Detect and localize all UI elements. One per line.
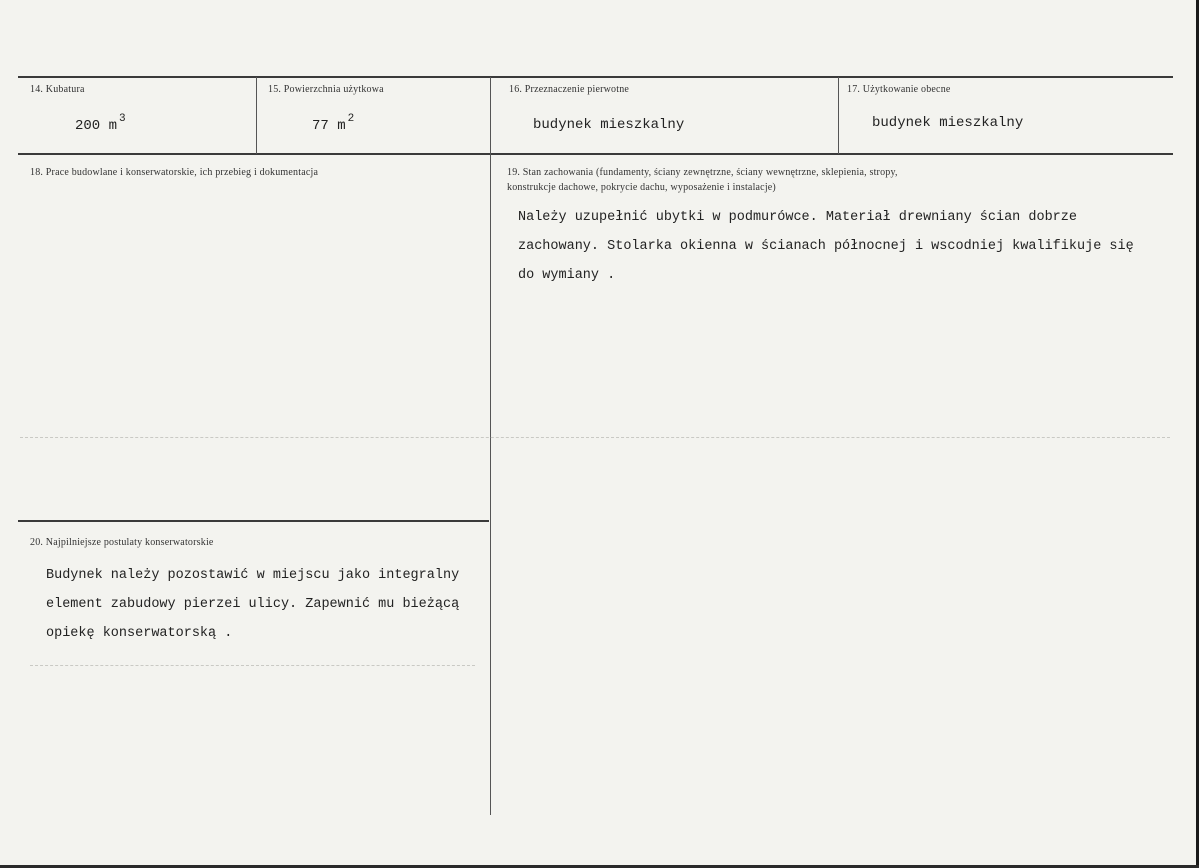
field-18-label: 18. Prace budowlane i konserwatorskie, ich przebieg i dokumentacja bbox=[30, 167, 319, 178]
show-through-line bbox=[30, 665, 475, 666]
field-14-value: 200 m $^3$ bbox=[75, 113, 126, 134]
field-17-label: 17. Użytkowanie obecne bbox=[847, 84, 951, 95]
row-rule bbox=[18, 153, 1173, 155]
top-rule bbox=[18, 76, 1173, 78]
field-20-line: opiekę konserwatorską . bbox=[46, 626, 233, 641]
field-15-label: 15. Powierzchnia użytkowa bbox=[268, 84, 384, 95]
field-19-line: zachowany. Stolarka okienna w ścianach północnej i wscodniej kwalifikuje się bbox=[518, 239, 1134, 254]
field-14-label: 14. Kubatura bbox=[30, 84, 85, 95]
field-19-line: Należy uzupełnić ubytki w podmurówce. Materiał drewniany ścian dobrze bbox=[518, 210, 1077, 225]
show-through-line bbox=[20, 437, 1170, 438]
divider-16-17 bbox=[838, 77, 839, 154]
field-19-label-line2: konstrukcje dachowe, pokrycie dachu, wyposażenie i instalacje) bbox=[507, 182, 776, 193]
field-16-label: 16. Przeznaczenie pierwotne bbox=[509, 84, 630, 95]
field-19-label-line1: 19. Stan zachowania (fundamenty, ściany zewnętrzne, ściany wewnętrzne, sklepienia, stropy, bbox=[507, 167, 898, 178]
field-20-text bbox=[46, 561, 459, 648]
field-19-text bbox=[518, 203, 1134, 290]
divider-14-15 bbox=[256, 77, 257, 154]
field-20-label: 20. Najpilniejsze postulaty konserwatorskie bbox=[30, 537, 214, 548]
field-19-line: do wymiany . bbox=[518, 268, 616, 283]
left-section-rule bbox=[18, 520, 489, 522]
field-16-value: budynek mieszkalny bbox=[533, 117, 685, 133]
field-17-value: budynek mieszkalny bbox=[872, 115, 1024, 131]
field-15-value: 77 m $^2$ bbox=[312, 113, 355, 134]
field-20-line: element zabudowy pierzei ulicy. Zapewnić mu bieżącą bbox=[46, 597, 460, 612]
field-20-line: Budynek należy pozostawić w miejscu jako integralny bbox=[46, 568, 460, 583]
divider-15-16 bbox=[490, 77, 491, 815]
